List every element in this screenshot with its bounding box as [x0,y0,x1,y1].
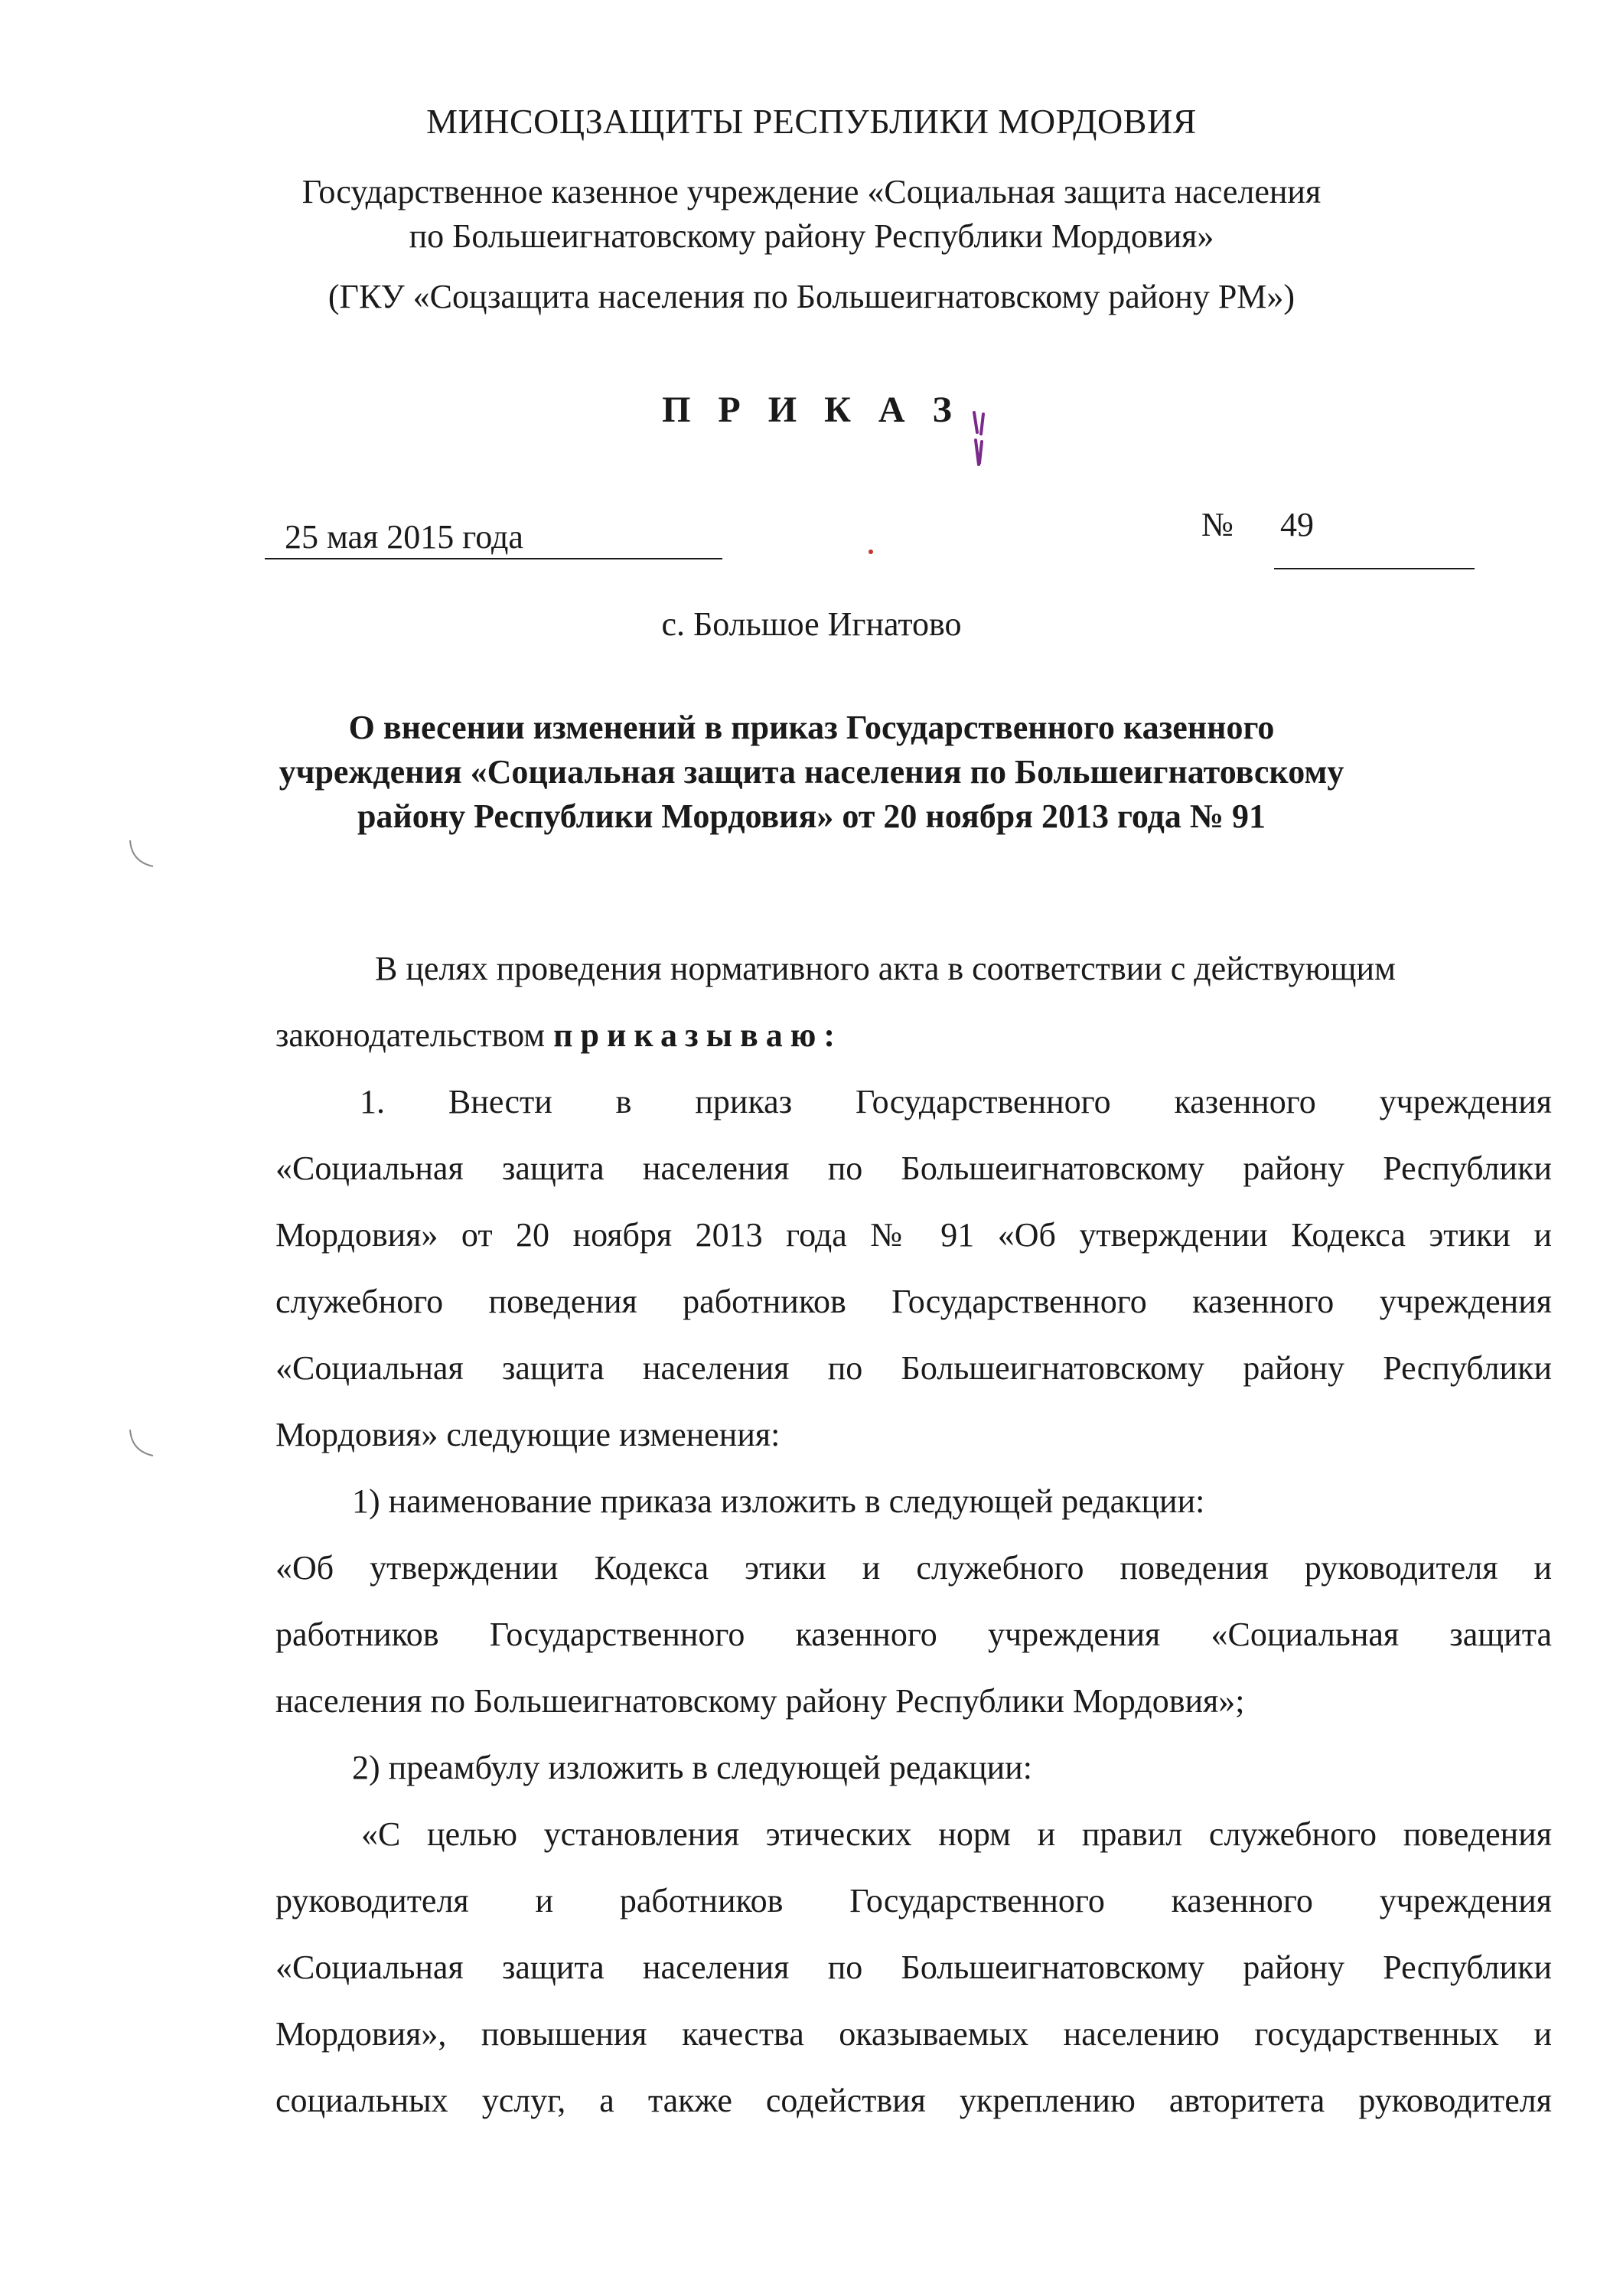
body-line: населения по Большеигнатовскому району Республики Мордовия»; [275,1682,1245,1720]
order-number: 49 [1274,505,1475,569]
body-line: Мордовия», повышения качества оказываемых населению государственных и [275,2015,1552,2053]
institution-name [0,170,1623,259]
margin-mark [115,834,161,880]
body-line: служебного поведения работников Государственного казенного учреждения [275,1283,1552,1320]
document-type-heading: П Р И К А З [662,390,961,430]
order-title [0,706,1623,839]
body-line: социальных услуг, а также содействия укреплению авторитета руководителя [275,2082,1552,2119]
body-line: работников Государственного казенного учреждения «Социальная защита [275,1616,1552,1653]
title-line-3: району Республики Мордовия» от 20 ноября 2013 года № 91 [357,797,1266,835]
number-sign: № [1201,506,1234,543]
title-line-2: учреждения «Социальная защита населения по Большеигнатовскому [279,753,1344,791]
margin-mark [115,1424,161,1469]
order-date: 25 мая 2015 года [265,517,722,559]
body-text-segment: законодательством [275,1016,554,1054]
title-line-1: О внесении изменений в приказ Государственного казенного [348,709,1275,746]
body-line: Мордовия» следующие изменения: [275,1416,781,1453]
institution-line-1: Государственное казенное учреждение «Социальная защита населения [301,173,1322,210]
order-keyword: приказываю: [553,1016,843,1054]
ink-mark [960,409,999,471]
institution-line-2: по Большеигнатовскому району Республики Мордовия» [409,217,1214,255]
order-place: с. Большое Игнатово [661,605,962,643]
body-line: Мордовия» от 20 ноября 2013 года № 91 «Об утверждении Кодекса этики и [275,1216,1552,1254]
order-body [275,935,1552,2134]
body-line: 1) наименование приказа изложить в следующей редакции: [352,1482,1205,1520]
red-dot-mark [867,548,875,556]
body-line: 2) преамбулу изложить в следующей редакции: [352,1749,1032,1786]
institution-abbreviation: (ГКУ «Соцзащита населения по Большеигнатовскому району РМ») [328,278,1295,315]
body-line [275,1002,1552,1068]
body-line: «Об утверждении Кодекса этики и служебного поведения руководителя и [275,1549,1552,1587]
body-line: 1. Внести в приказ Государственного казенного учреждения [360,1083,1552,1120]
body-line: «Социальная защита населения по Большеигнатовскому району Республики [275,1150,1552,1187]
body-line: «С целью установления этических норм и правил служебного поведения [361,1815,1552,1853]
ministry-name: МИНСОЦЗАЩИТЫ РЕСПУБЛИКИ МОРДОВИЯ [426,102,1197,141]
body-line: «Социальная защита населения по Большеигнатовскому району Республики [275,1349,1552,1387]
body-line: руководителя и работников Государственного казенного учреждения [275,1882,1552,1919]
body-line: В целях проведения нормативного акта в соответствии с действующим [375,950,1396,987]
body-line: «Социальная защита населения по Большеигнатовскому району Республики [275,1949,1552,1986]
